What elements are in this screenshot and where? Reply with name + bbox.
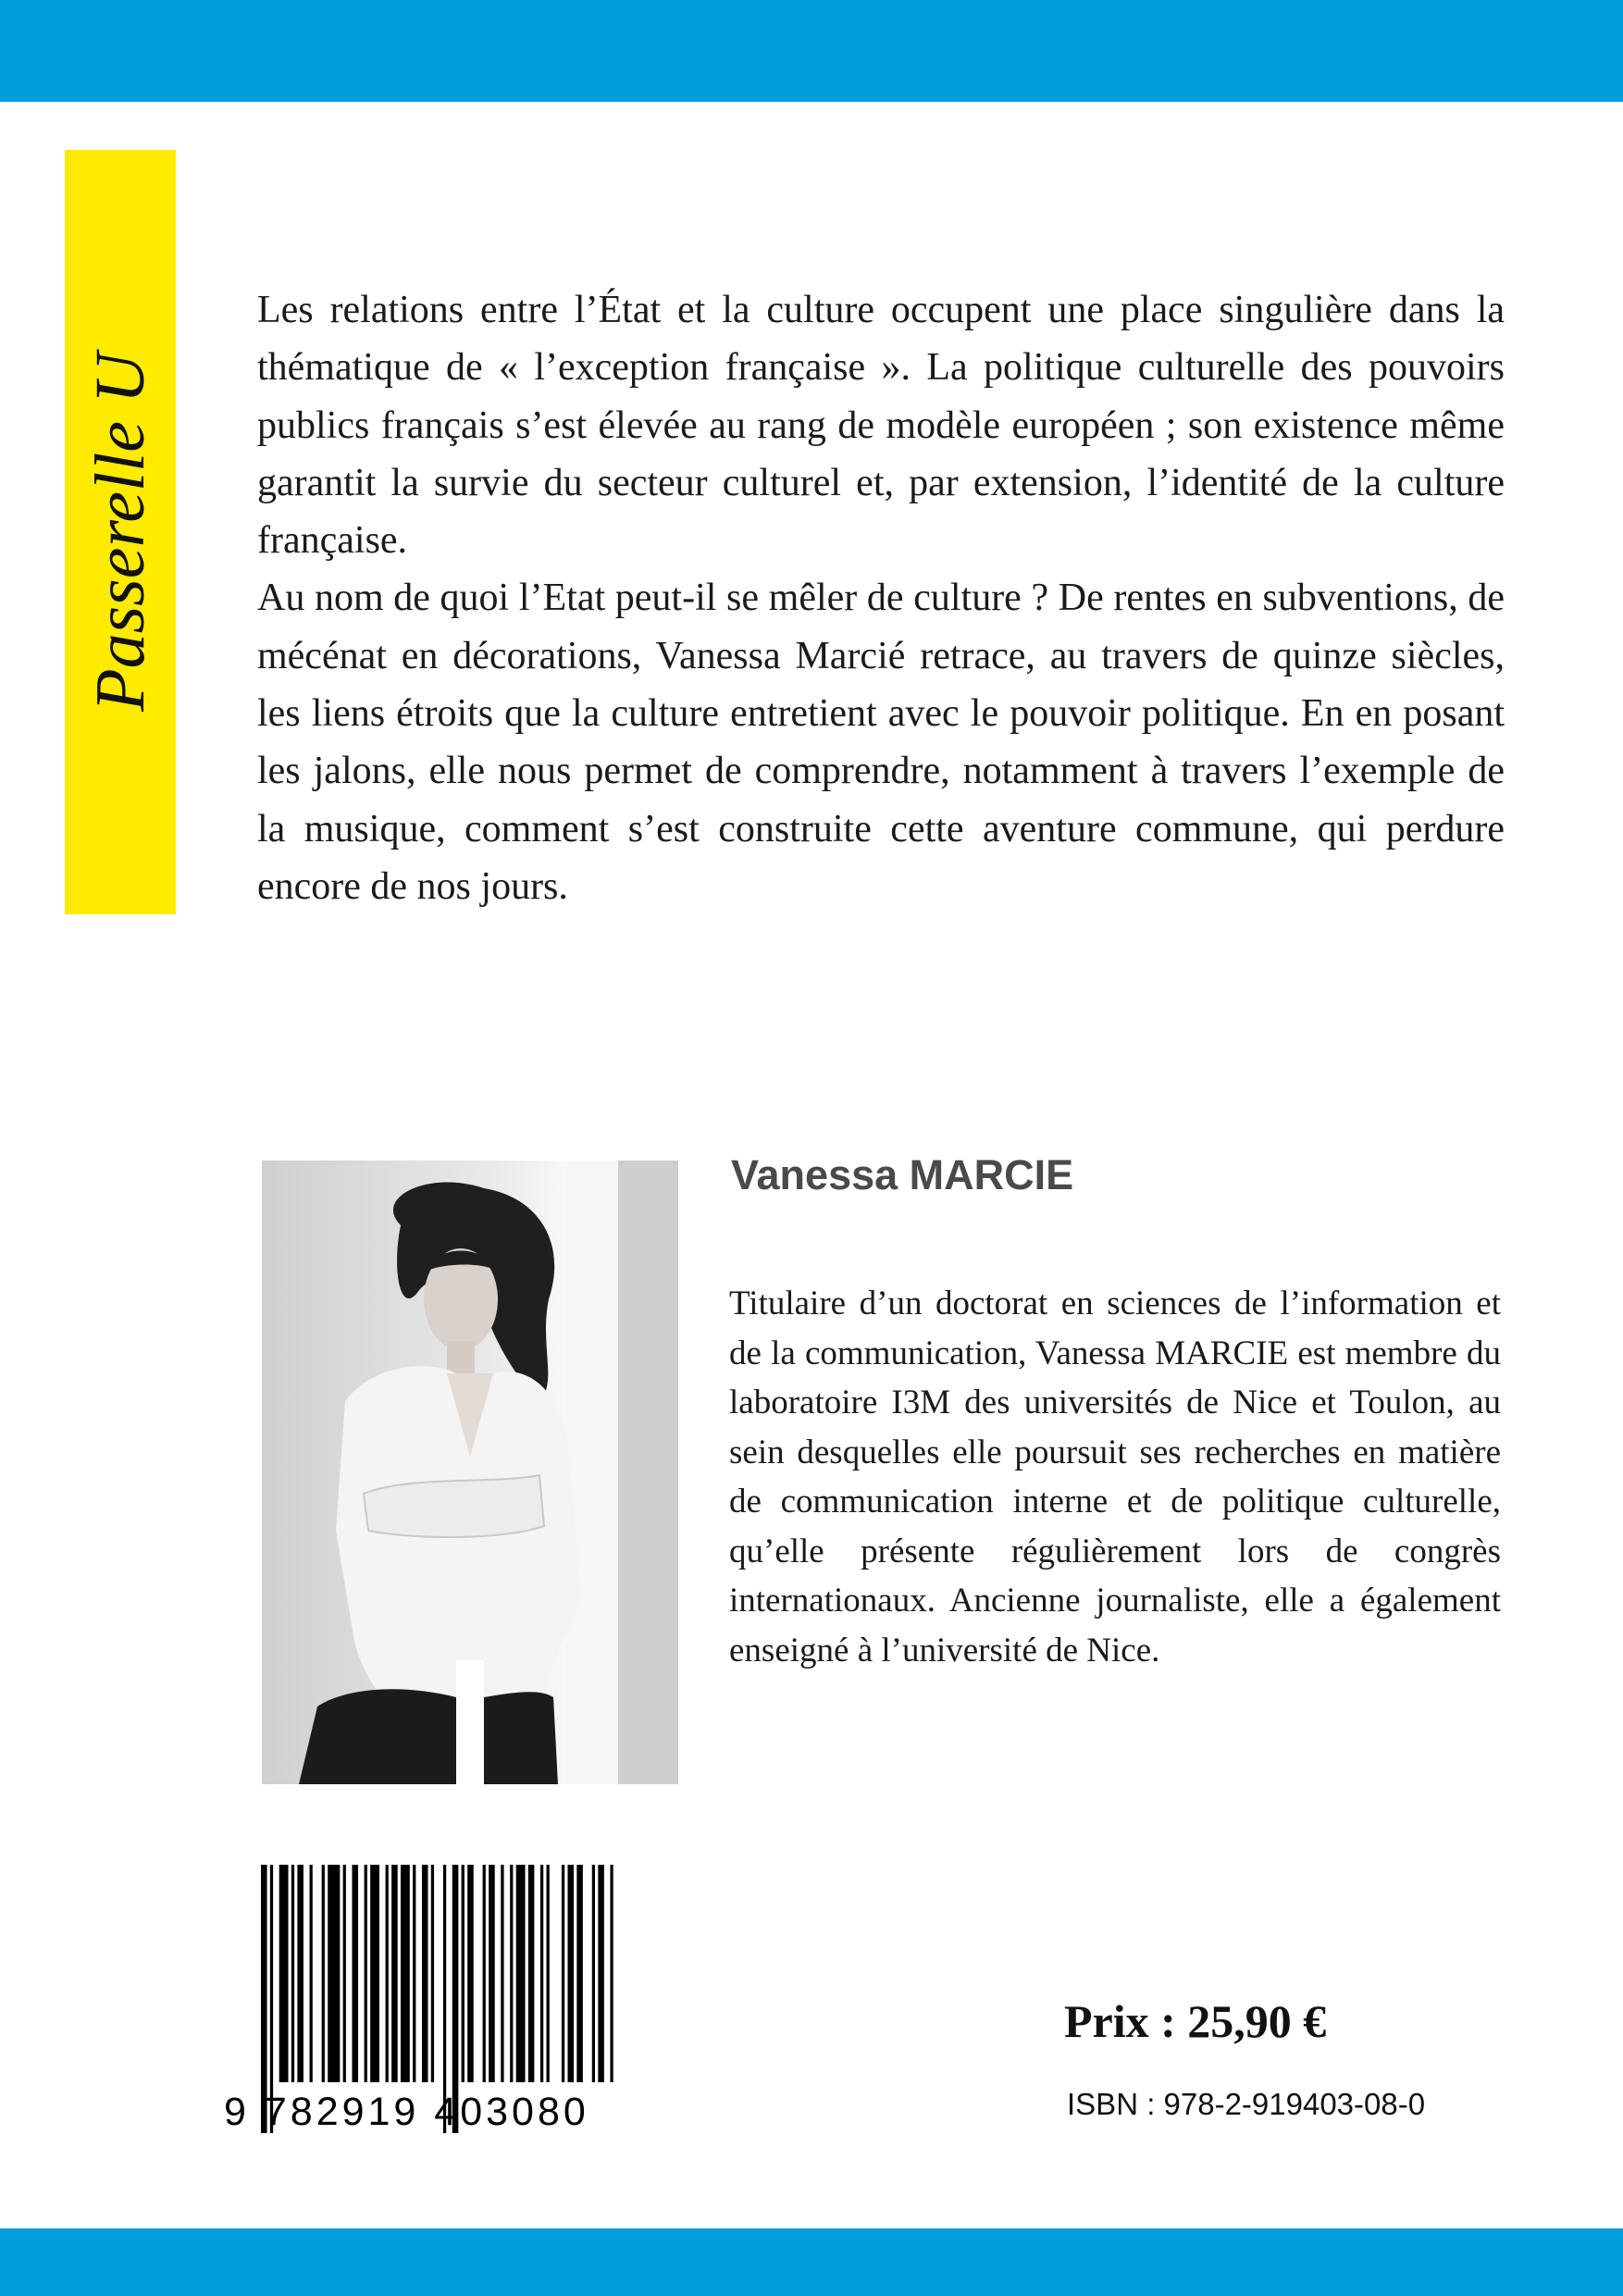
barcode-bar [567,1865,574,2082]
isbn-barcode [224,1865,616,2133]
barcode-bar [370,1865,379,2082]
isbn-label: ISBN : 978-2-919403-08-0 [1067,2087,1426,2121]
barcode-bar [431,1865,434,2082]
author-bio: Titulaire d’un doctorat en sciences de l’information et de la communication, Vanessa MARCIE est membre du laboratoire I3M des universités de Nice et Toulon, au sein desquelles elle poursuit ses recherches en matière de communication interne et de politique culturelle, qu’elle présente régulièrement lors de congrès internationaux. Ancienne journaliste, elle a également enseigné à l’université de Nice. [729,1285,1501,1669]
author-name: Vanessa MARCIE [731,1151,1074,1198]
barcode-bar [386,1865,389,2082]
barcode-bar [540,1865,543,2082]
top-color-band [0,0,1623,102]
series-label: Passerelle U [81,353,159,712]
barcode-bar [297,1865,304,2082]
barcode-bar [401,1865,410,2082]
barcode-bar [598,1865,604,2082]
barcode-bar [489,1865,495,2082]
author-portrait-image [262,1160,678,1784]
barcode-bar [352,1865,358,2082]
author-photo [262,1160,678,1784]
barcode-bar [528,1865,535,2082]
barcode-bar [279,1865,289,2082]
barcode-bar [310,1865,313,2082]
barcode-bar [343,1865,346,2082]
series-tab [65,150,176,914]
barcode-bar [462,1865,465,2082]
barcode-bar [322,1865,325,2082]
barcode-bar [576,1865,583,2082]
blurb-paragraph-1: Les relations entre l’État et la culture occupent une place singulière dans la thématique de « l’exception française ». La politique culturelle des pouvoirs publics français s’est élevée au rang de modèle européen ; son existence même garantit la survie du secteur culturel et, par extension, l’identité de la culture française. [257,289,1505,563]
barcode-bar [516,1865,526,2082]
barcode-bar [422,1865,428,2082]
barcode-bar [365,1865,367,2082]
barcode-bar [562,1865,564,2082]
back-cover-blurb [257,281,1505,915]
price-label: Prix : 25,90 € [1064,1995,1327,2047]
barcode-digits: 9 782919 403080 [224,2090,589,2134]
barcode-bar [328,1865,340,2082]
barcode-bar [501,1865,503,2082]
barcode-bar [610,1865,613,2082]
barcode-bar [413,1865,415,2082]
barcode-bar [467,1865,474,2082]
barcode-bar [510,1865,513,2082]
bottom-color-band [0,2228,1623,2296]
barcode-bar [391,1865,398,2082]
barcode-bar [291,1865,294,2082]
barcode-bar [547,1865,550,2082]
blurb-paragraph-2: Au nom de quoi l’Etat peut-il se mêler de culture ? De rentes en subventions, de mécénat en décorations, Vanessa Marcié retrace, au travers de quinze siècles, les liens étroits que la culture entretient avec le pouvoir politique. En en posant les jalons, elle nous permet de comprendre, notamment à travers l’exemple de la musique, comment s’est construite cette aventure commune, qui perdure encore de nos jours. [257,577,1505,908]
barcode-bar [483,1865,486,2082]
barcode-bar [592,1865,595,2082]
